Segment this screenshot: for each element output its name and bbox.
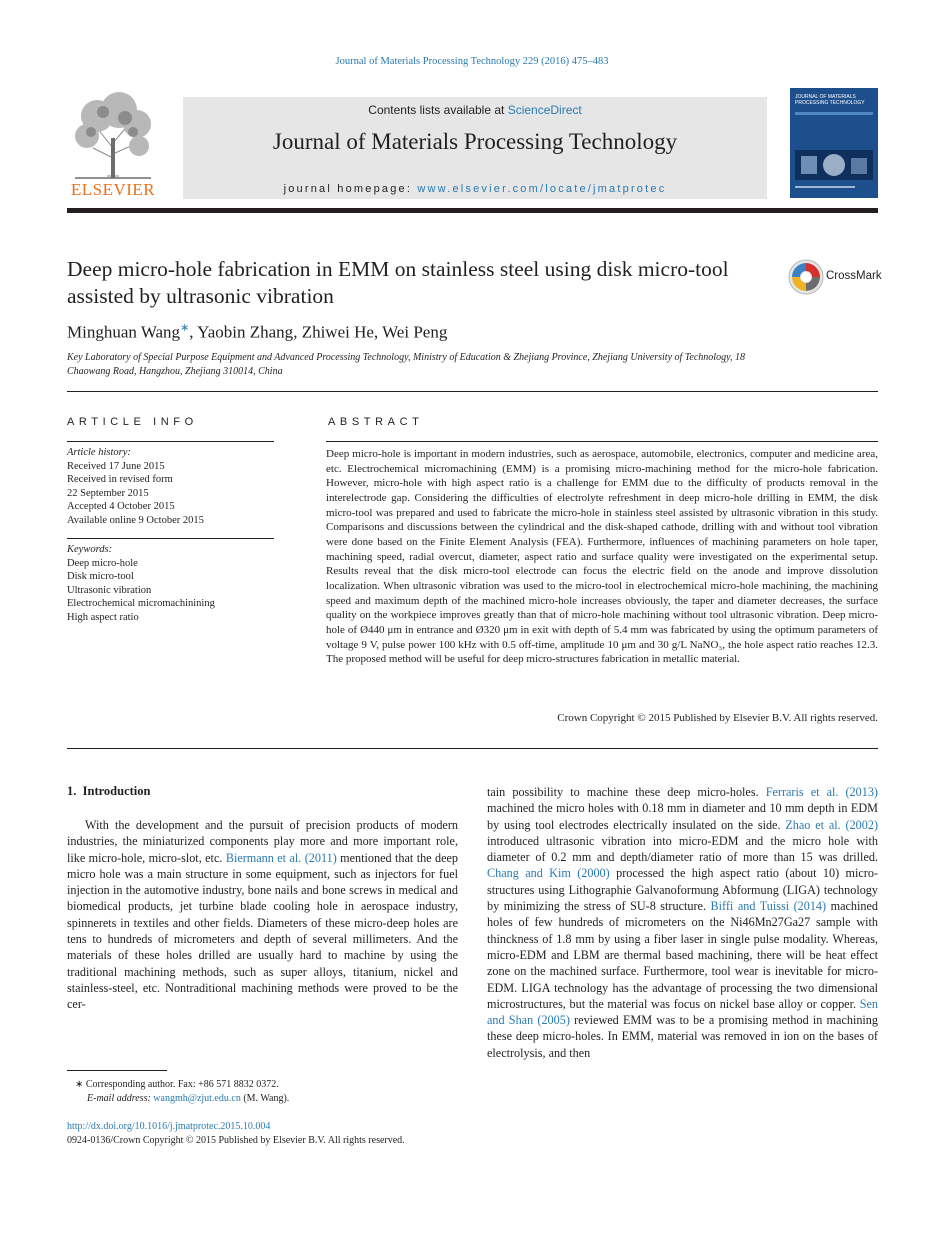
citation-link[interactable]: Biffi and Tuissi (2014) bbox=[710, 899, 827, 914]
keyword-item: Electrochemical micromachinining bbox=[67, 598, 215, 609]
section-number: 1. bbox=[67, 784, 77, 798]
doi-link[interactable]: http://dx.doi.org/10.1016/j.jmatprotec.2015.10.004 bbox=[67, 1121, 271, 1132]
author-name: Minghuan Wang bbox=[67, 322, 181, 342]
front-matter-rule bbox=[67, 391, 878, 392]
body-text: tain possibility to machine these deep micro-holes. bbox=[487, 785, 766, 799]
body-text: With the development and the pursuit of precision products of modern industries, the miniaturized components play more and more important role, like micro-hole, micro-slot, etc. bbox=[67, 818, 458, 865]
crossmark-icon bbox=[788, 259, 824, 295]
journal-title: Journal of Materials Processing Technology bbox=[272, 129, 678, 154]
section-heading-introduction bbox=[67, 784, 150, 799]
keywords bbox=[67, 543, 274, 624]
body-text: machined holes of few hundreds of micrometers on the Ni46Mn27Ga27 sample with thinckness of 1.8 mm by using a fiber laser in single pulse modality. Whereas, micro-EDM and LBM are thermal based machining, there will be heat effect zone on the machined surface. Furthermore, tool wear is inevitable for micro-EDM. LIGA technology has the advantage of processing the two dimensional microstructures, but the material was focus on nickel base alloy or copper. bbox=[487, 899, 878, 1011]
author-name: Zhiwei He bbox=[301, 322, 374, 342]
email-suffix: (M. Wang). bbox=[240, 1092, 290, 1104]
citation-link[interactable]: Biermann et al. (2011) bbox=[225, 850, 337, 865]
affiliation: Key Laboratory of Special Purpose Equipment and Advanced Processing Technology, Ministry of Education & Zhejiang Province, Zhejiang University of Technology, 18 Chaowang Road, Hangzhou, Zhejiang 310014, China bbox=[67, 352, 745, 377]
journal-reference[interactable]: Journal of Materials Processing Technology 229 (2016) 475–483 bbox=[335, 56, 609, 67]
body-text: reviewed EMM was to be a promising method in machining these deep micro-holes. In EMM, material was removed in ion on the bases of electrolysis, and then bbox=[487, 1013, 878, 1060]
crossmark-badge[interactable] bbox=[788, 259, 880, 295]
intro-right-column bbox=[487, 784, 878, 1061]
abstract-copyright: Crown Copyright © 2015 Published by Elsevier B.V. All rights reserved. bbox=[557, 712, 878, 724]
citation-link[interactable]: Chang and Kim (2000) bbox=[487, 866, 610, 881]
article-info-heading: ARTICLE INFO bbox=[67, 416, 198, 428]
history-item: Received in revised form bbox=[67, 474, 173, 485]
abstract-text: Deep micro-hole is important in modern industries, such as aerospace, automobile, electronics, computer and medicine area, etc. Electrochemical micromachining (EMM) is a promising micro-machining method for the micro-hole fabrication. However, micro-hole with high aspect ratio is a challenge for EMM due to the difficulty of products removal in the interelectrode gap. Considering the difficulties of electrolyte refreshment in deep micro-hole drilling in EMM, the disk micro-tool was prepared and used to fabricate the micro-hole in stainless steel assisted by ultrasonic vibration in this study. Comparisons and discussions between the cylindrical and the disk-shaped cathode, drilling with and without tool vibration were done based on the Finite Element Analysis (FEA). Furthermore, influences of machining parameters on hole taper, machining speed, radial overcut, diameter, aspect ratio and surface quality were investigated on the experimental setup. Results reveal that the disk micro-tool electrode can focus the electric field on the anode and improve dissolution localization. When ultrasonic vibration was used to the micro-tool in electrochemical micro-hole machining, the machining speed and maximum depth of the machined micro-hole increases obviously, the taper and diameter decreases, the surface quality on the workpiece improves greatly than that of micro-hole machining without tool ultrasonic vibration. Deep micro-hole of Ø440 μm in entrance and Ø320 μm in exit with depth of 5.4 mm was fabricated by using the optimum parameters of voltage 9 V, pulse power 100 kHz with 0.5 off-time, amplitude 10 μm and 30 g/L NaNO₃, the hole aspect ratio reaches 12.3. The proposed method will be useful for deep micro-structures fabrication in metallic material. bbox=[326, 448, 878, 666]
footnote bbox=[67, 1078, 397, 1105]
intro-left-column bbox=[67, 817, 458, 1013]
author-list bbox=[67, 321, 447, 343]
article-history bbox=[67, 446, 274, 527]
body-text: machined the micro holes with 0.18 mm in diameter and 10 mm depth in EDM by using tool electrodes electrically insulated on the side. bbox=[487, 801, 878, 832]
keyword-item: Deep micro-hole bbox=[67, 557, 138, 569]
cover-stripe bbox=[795, 112, 873, 115]
citation-link[interactable]: Zhao et al. (2002) bbox=[785, 817, 879, 832]
history-item: Available online 9 October 2015 bbox=[67, 514, 204, 526]
journal-masthead bbox=[183, 97, 767, 199]
journal-cover-image bbox=[790, 88, 878, 198]
abstract-end-rule bbox=[67, 748, 878, 749]
publisher-name: ELSEVIER bbox=[70, 180, 156, 199]
author-separator: , bbox=[293, 322, 302, 342]
sciencedirect-link[interactable]: ScienceDirect bbox=[507, 103, 582, 117]
author-separator: , bbox=[373, 322, 383, 342]
keyword-item: Disk micro-tool bbox=[67, 571, 134, 582]
journal-homepage bbox=[183, 183, 767, 195]
body-text: processed the high aspect ratio (about 10) micro-structures using Lithographie Galvanoformung Abformung (LIGA) technology by minimizing the stress of SU-8 structure. bbox=[487, 866, 879, 914]
homepage-link[interactable]: www.elsevier.com/locate/jmatprotec bbox=[417, 183, 667, 195]
body-text: introduced ultrasonic vibration into micro-EDM and the micro hole with diameter of 0.2 mm and depth/diameter ratio of more than 15 was drilled. bbox=[487, 833, 878, 865]
keywords-label: Keywords: bbox=[67, 544, 113, 555]
doi-block bbox=[67, 1120, 487, 1147]
corresponding-note: ∗ Corresponding author. Fax: +86 571 8832 0372. bbox=[75, 1079, 279, 1090]
cover-title: JOURNAL OF MATERIALS PROCESSING TECHNOLOGY bbox=[795, 94, 865, 106]
footnote-rule bbox=[67, 1070, 167, 1071]
paper-title: Deep micro-hole fabrication in EMM on stainless steel using disk micro-tool assisted by ultrasonic vibration bbox=[67, 257, 729, 308]
cover-footer-rule bbox=[795, 186, 855, 188]
contents-line bbox=[183, 103, 767, 117]
history-item: 22 September 2015 bbox=[67, 487, 149, 499]
author-name: Yaobin Zhang bbox=[197, 322, 294, 342]
article-info-rule bbox=[67, 441, 274, 442]
author-separator: , bbox=[189, 322, 198, 342]
keyword-item: High aspect ratio bbox=[67, 611, 139, 623]
email-link[interactable]: wangmh@zjut.edu.cn bbox=[153, 1092, 241, 1104]
citation-link[interactable]: Sen and Shan (2005) bbox=[487, 996, 878, 1028]
header-rule bbox=[67, 208, 878, 213]
history-label: Article history: bbox=[67, 447, 131, 458]
cover-photo-strip bbox=[795, 150, 873, 180]
keywords-rule bbox=[67, 538, 274, 539]
email-label: E-mail address: bbox=[87, 1092, 154, 1104]
citation-link[interactable]: Ferraris et al. (2013) bbox=[765, 785, 878, 799]
abstract-heading: ABSTRACT bbox=[328, 416, 424, 428]
rights-statement: 0924-0136/Crown Copyright © 2015 Published by Elsevier B.V. All rights reserved. bbox=[67, 1134, 405, 1146]
crossmark-label: CrossMark bbox=[826, 270, 882, 282]
author-name: Wei Peng bbox=[382, 322, 448, 342]
keyword-item: Ultrasonic vibration bbox=[67, 584, 152, 596]
section-title: Introduction bbox=[82, 784, 151, 798]
homepage-prefix: journal homepage: bbox=[283, 183, 418, 195]
abstract-rule bbox=[326, 441, 878, 442]
history-item: Accepted 4 October 2015 bbox=[67, 501, 175, 512]
contents-prefix: Contents lists available at bbox=[368, 103, 508, 117]
body-text: mentioned that the deep micro hole was a main structure in some equipment, such as injectors for fuel injection in the automotive industry, bone nails and bone screws in medical and biomedical products, jet turbine blade cooling hole in aerospace industry, spinnerets in textiles and other fields. Diameters of these micro-deep holes are tens to hundreds of micrometers and depth of several millimeters. And the materials of these holes drilled are usually hard to machine by using the traditional machining methods, such as super alloys, titanium, nickel and stainless-steel, etc. Nontraditional machining methods were proved to be the cer- bbox=[67, 850, 458, 1012]
history-item: Received 17 June 2015 bbox=[67, 460, 165, 472]
corresponding-author-mark[interactable]: ∗ bbox=[180, 322, 190, 334]
